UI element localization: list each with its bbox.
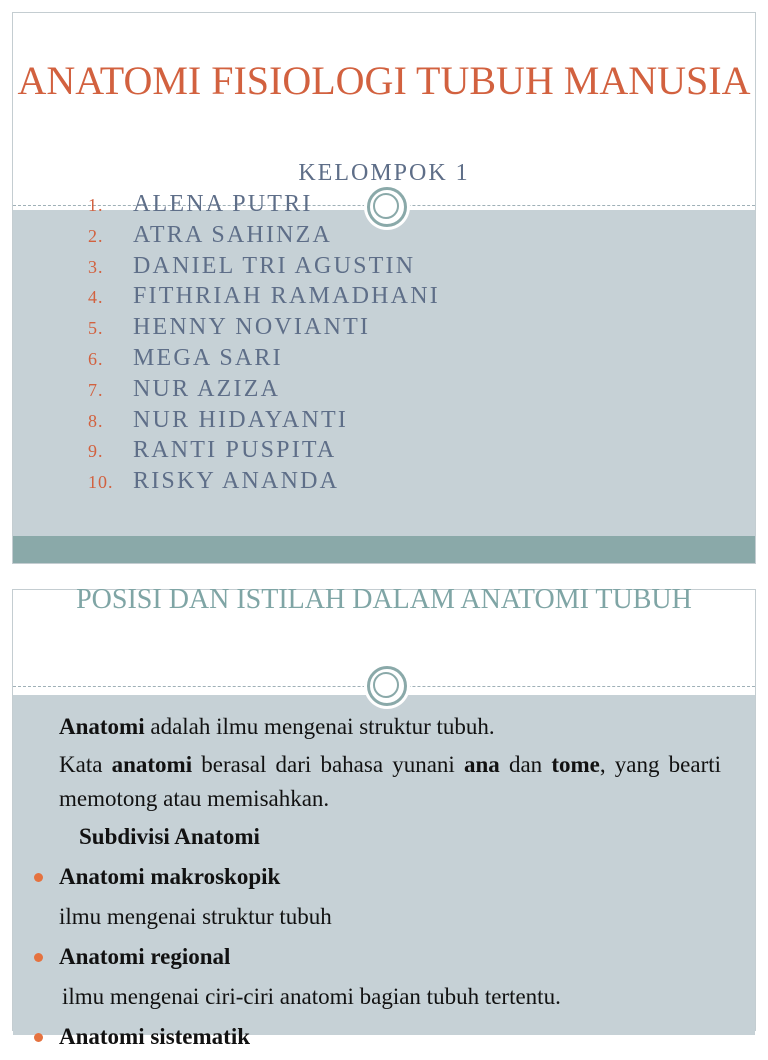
content-slide [12,584,756,1049]
ring-ornament-icon [367,666,407,706]
definition-paragraph [59,710,721,744]
term-bold: tome [551,752,600,777]
member-name: ALENA PUTRI [133,191,313,217]
term-bold: ana [463,752,500,777]
item-number: 3. [88,256,104,277]
text-run: Kata [59,752,112,777]
term-bold: Anatomi [59,714,145,739]
bullet-dot-icon [34,953,43,962]
item-number: 2. [88,225,104,246]
member-name: RANTI PUSPITA [133,437,337,464]
member-name: MEGA SARI [133,344,283,371]
item-number: 9. [88,441,104,462]
member-name: RISKY ANANDA [133,468,340,495]
item-number: 10. [88,472,114,493]
list-item [88,191,440,222]
member-name: DANIEL TRI AGUSTIN [133,252,416,279]
list-item [88,253,440,284]
item-number: 4. [88,287,104,308]
bullet-item [59,1020,721,1054]
member-list [88,191,440,499]
definition-text: adalah ilmu mengenai struktur tubuh. [144,714,495,739]
member-name: NUR AZIZA [133,375,281,402]
list-item [88,314,440,345]
bullet-dot-icon [34,1033,43,1042]
slide-body [59,710,721,1060]
item-number: 7. [88,379,104,400]
bullet-item [59,860,721,894]
bullet-term: Anatomi regional [59,944,231,969]
list-item [88,468,440,499]
member-name: HENNY NOVIANTI [133,314,371,341]
member-name: FITHRIAH RAMADHANI [133,283,440,310]
list-item [88,345,440,376]
bullet-dot-icon [34,873,43,882]
item-number: 1. [88,195,104,215]
member-name: ATRA SAHINZA [133,221,333,248]
text-run: berasal dari bahasa yunani [192,752,464,777]
text-run: , yang bearti memotong atau memisahkan. [59,752,722,811]
text-run: dan [499,752,552,777]
title-slide [12,12,756,564]
slide-title: POSISI DAN ISTILAH DALAM ANATOMI TUBUH [76,584,692,615]
bullet-term: Anatomi makroskopik [59,864,281,889]
term-bold: anatomi [111,752,193,777]
item-number: 8. [88,410,104,431]
member-name: NUR HIDAYANTI [133,406,349,433]
list-item [88,283,440,314]
list-item [88,407,440,438]
bullet-term: Anatomi sistematik [59,1024,251,1049]
etymology-paragraph [59,748,721,816]
list-item [88,437,440,468]
item-number: 5. [88,318,104,339]
list-item [88,376,440,407]
footer-band [13,536,755,563]
bullet-description: ilmu mengenai struktur tubuh [59,904,332,929]
bullet-item [59,940,721,974]
subdivision-heading: Subdivisi Anatomi [79,824,260,849]
slide-title: ANATOMI FISIOLOGI TUBUH MANUSIA [17,58,751,103]
slide-subtitle: KELOMPOK 1 [298,160,470,186]
item-number: 6. [88,348,104,369]
list-item [88,222,440,253]
bullet-description: ilmu mengenai ciri-ciri anatomi bagian tubuh tertentu. [62,984,561,1009]
